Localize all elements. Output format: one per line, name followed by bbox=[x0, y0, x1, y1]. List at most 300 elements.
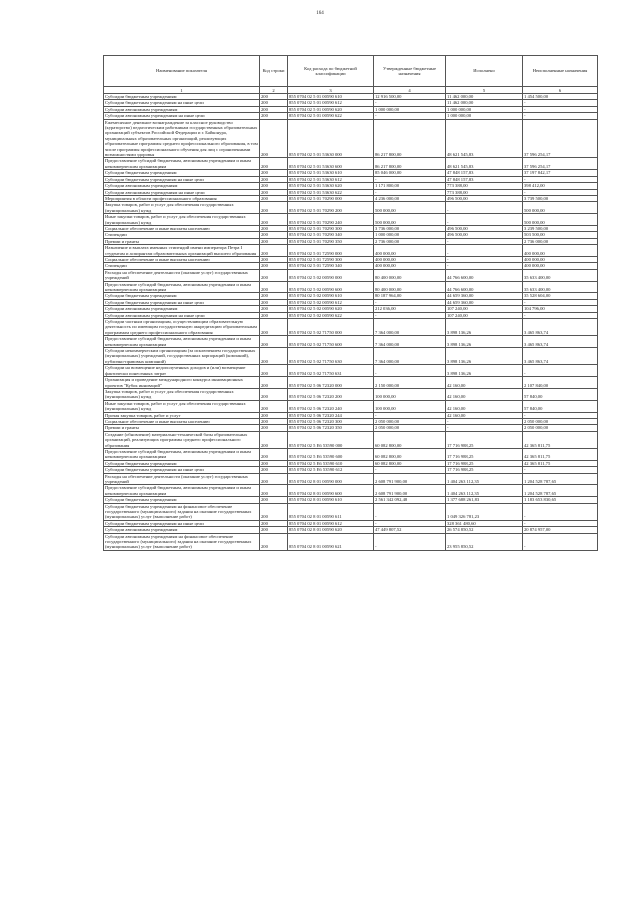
table-row bbox=[104, 319, 598, 336]
table-body bbox=[104, 87, 598, 551]
cell-unexecuted: 37 596 254,17 bbox=[523, 119, 598, 158]
cell-approved: - bbox=[374, 312, 446, 318]
cell-classification-code: 855 0704 02 5 06 72320 244 bbox=[288, 412, 374, 418]
cell-executed: - bbox=[446, 418, 523, 424]
table-row bbox=[104, 485, 598, 497]
cell-executed: 3 898 136,26 bbox=[446, 365, 523, 377]
table-row bbox=[104, 388, 598, 400]
cell-indicator-name: Иные закупки товаров, работ и услуг для обеспечения государственных (муниципальных) нужд bbox=[104, 214, 260, 226]
cell-executed: 3 898 136,26 bbox=[446, 336, 523, 348]
cell-line-code: 200 bbox=[260, 245, 288, 257]
cell-classification-code: 855 0704 02 5 01 70290 200 bbox=[288, 202, 374, 214]
cell-unexecuted: 1 454 500,00 bbox=[523, 94, 598, 100]
cell-line-code: 200 bbox=[260, 189, 288, 195]
cell-approved: 1 000 000,00 bbox=[374, 232, 446, 238]
cell-classification-code: 855 0704 02 5 01 72590 000 bbox=[288, 245, 374, 257]
cell-classification-code: 855 0704 02 5 01 70290 300 bbox=[288, 225, 374, 231]
cell-classification-code: 855 0704 02 5 02 00590 000 bbox=[288, 269, 374, 281]
table-row bbox=[104, 348, 598, 365]
cell-indicator-name: Премии и гранты bbox=[104, 238, 260, 244]
cell-executed: 3 898 136,26 bbox=[446, 348, 523, 365]
cell-classification-code: 855 0704 02 5 02 71750 600 bbox=[288, 336, 374, 348]
cell-classification-code: 855 0704 02 5 01 53630 612 bbox=[288, 176, 374, 182]
table-row bbox=[104, 269, 598, 281]
cell-unexecuted: - bbox=[523, 312, 598, 318]
cell-line-code: 200 bbox=[260, 94, 288, 100]
cell-approved: 60 082 800,00 bbox=[374, 448, 446, 460]
cell-unexecuted: - bbox=[523, 503, 598, 520]
cell-executed: 48 621 545,83 bbox=[446, 119, 523, 158]
budget-execution-table bbox=[103, 55, 598, 551]
cell-executed: 496 500,00 bbox=[446, 225, 523, 231]
cell-classification-code: 855 0704 02 5 02 00590 600 bbox=[288, 281, 374, 293]
cell-executed: 42 160,00 bbox=[446, 400, 523, 412]
cell-approved: 7 364 000,00 bbox=[374, 336, 446, 348]
cell-unexecuted: 57 840,00 bbox=[523, 400, 598, 412]
cell-approved: 500 000,00 bbox=[374, 202, 446, 214]
cell-line-code: 200 bbox=[260, 425, 288, 431]
cell-line-code: 200 bbox=[260, 263, 288, 269]
cell-indicator-name: Социальное обеспечение и иные выплаты населению bbox=[104, 418, 260, 424]
cell-unexecuted: 3 465 863,74 bbox=[523, 336, 598, 348]
cell-executed: 44 659 360,00 bbox=[446, 299, 523, 305]
cell-indicator-name: Социальное обеспечение и иные выплаты населению bbox=[104, 225, 260, 231]
cell-classification-code: 855 0704 02 5 02 00590 622 bbox=[288, 312, 374, 318]
cell-indicator-name: Субсидии частным организациям, осуществляющим образовательную деятельность по имеющим государственную аккредитацию образовательным программам среднего профессионального образования bbox=[104, 319, 260, 336]
column-number: 3 bbox=[288, 87, 374, 94]
cell-approved: 400 000,00 bbox=[374, 245, 446, 257]
cell-unexecuted: 1 183 653 830,65 bbox=[523, 497, 598, 503]
cell-unexecuted: 500 000,00 bbox=[523, 214, 598, 226]
cell-approved: 212 036,00 bbox=[374, 306, 446, 312]
cell-approved: 2 736 000,00 bbox=[374, 238, 446, 244]
cell-approved: 86 217 800,00 bbox=[374, 119, 446, 158]
cell-line-code: 200 bbox=[260, 377, 288, 389]
cell-unexecuted: - bbox=[523, 106, 598, 112]
cell-unexecuted: 104 796,00 bbox=[523, 306, 598, 312]
cell-line-code: 200 bbox=[260, 473, 288, 485]
cell-unexecuted: 1 204 528 787,65 bbox=[523, 485, 598, 497]
cell-unexecuted: 2 050 000,00 bbox=[523, 425, 598, 431]
cell-line-code: 200 bbox=[260, 418, 288, 424]
cell-approved: 400 000,00 bbox=[374, 256, 446, 262]
cell-indicator-name: Субсидии бюджетным учреждениям на иные цели bbox=[104, 467, 260, 473]
cell-approved: 2 150 000,00 bbox=[374, 377, 446, 389]
cell-indicator-name: Субсидии автономным учреждениям bbox=[104, 527, 260, 533]
cell-classification-code: 855 0704 02 5 E6 53590 600 bbox=[288, 448, 374, 460]
cell-classification-code: 855 0704 02 5 02 71750 000 bbox=[288, 319, 374, 336]
cell-line-code: 200 bbox=[260, 281, 288, 293]
cell-approved: 60 082 800,00 bbox=[374, 431, 446, 448]
cell-unexecuted: 400 000,00 bbox=[523, 256, 598, 262]
cell-executed: 107 240,00 bbox=[446, 312, 523, 318]
cell-indicator-name: Субсидии бюджетным учреждениям на иные цели bbox=[104, 299, 260, 305]
table-row bbox=[104, 281, 598, 293]
cell-line-code: 200 bbox=[260, 256, 288, 262]
cell-indicator-name: Предоставление субсидий бюджетным, автономным учреждениям и иным некоммерческим организациям bbox=[104, 448, 260, 460]
cell-indicator-name: Субсидии бюджетным учреждениям bbox=[104, 293, 260, 299]
cell-indicator-name: Субсидии бюджетным учреждениям bbox=[104, 170, 260, 176]
cell-indicator-name: Субсидии бюджетным учреждениям на иные цели bbox=[104, 520, 260, 526]
cell-indicator-name: Расходы на обеспечение деятельности (оказание услуг) государственных учреждений bbox=[104, 473, 260, 485]
cell-classification-code: 855 0704 02 5 02 00590 612 bbox=[288, 299, 374, 305]
cell-unexecuted: 2 107 840,00 bbox=[523, 377, 598, 389]
cell-executed: - bbox=[446, 245, 523, 257]
cell-executed: 1 000 000,00 bbox=[446, 106, 523, 112]
cell-line-code: 200 bbox=[260, 183, 288, 189]
cell-executed: 773 388,00 bbox=[446, 189, 523, 195]
cell-line-code: 200 bbox=[260, 106, 288, 112]
cell-approved: - bbox=[374, 467, 446, 473]
cell-approved: - bbox=[374, 100, 446, 106]
cell-line-code: 200 bbox=[260, 448, 288, 460]
cell-indicator-name: Субсидии бюджетным учреждениям на финансовое обеспечение государственного (муниципального) задания на оказание государственных (муниципальных) услуг (выполнение работ) bbox=[104, 503, 260, 520]
cell-indicator-name: Субсидии бюджетным учреждениям bbox=[104, 94, 260, 100]
cell-approved: - bbox=[374, 113, 446, 119]
cell-unexecuted: 37 197 842,17 bbox=[523, 170, 598, 176]
cell-indicator-name: Иные закупки товаров, работ и услуг для обеспечения государственных (муниципальных) нужд bbox=[104, 400, 260, 412]
cell-classification-code: 855 0704 02 5 02 00590 610 bbox=[288, 293, 374, 299]
cell-line-code: 200 bbox=[260, 431, 288, 448]
cell-approved: - bbox=[374, 412, 446, 418]
cell-executed: 11 462 000,00 bbox=[446, 100, 523, 106]
cell-indicator-name: Предоставление субсидий бюджетным, автономным учреждениям и иным некоммерческим организациям bbox=[104, 485, 260, 497]
cell-classification-code: 855 0704 02 5 01 70290 350 bbox=[288, 238, 374, 244]
table-row bbox=[104, 473, 598, 485]
cell-indicator-name: Закупка товаров, работ и услуг для обеспечения государственных (муниципальных) нужд bbox=[104, 202, 260, 214]
cell-executed: 496 500,00 bbox=[446, 195, 523, 201]
cell-line-code: 200 bbox=[260, 119, 288, 158]
header-indicator-name: Наименование показателя bbox=[104, 56, 260, 87]
table-row bbox=[104, 448, 598, 460]
cell-indicator-name: Субсидии на возмещение недополученных доходов и (или) возмещение фактически понесенных затрат bbox=[104, 365, 260, 377]
cell-line-code: 200 bbox=[260, 365, 288, 377]
cell-approved: 86 217 800,00 bbox=[374, 158, 446, 170]
table-row bbox=[104, 336, 598, 348]
cell-unexecuted: 42 365 811,75 bbox=[523, 460, 598, 466]
cell-line-code: 200 bbox=[260, 202, 288, 214]
cell-approved: - bbox=[374, 533, 446, 550]
cell-line-code: 200 bbox=[260, 293, 288, 299]
column-number: 5 bbox=[446, 87, 523, 94]
cell-approved: 80 400 000,00 bbox=[374, 269, 446, 281]
cell-indicator-name: Мероприятия в области профессионального образования bbox=[104, 195, 260, 201]
cell-indicator-name: Социальное обеспечение и иные выплаты населению bbox=[104, 256, 260, 262]
cell-unexecuted: 35 633 400,00 bbox=[523, 269, 598, 281]
table-row bbox=[104, 377, 598, 389]
cell-executed: - bbox=[446, 214, 523, 226]
cell-unexecuted: 503 500,00 bbox=[523, 232, 598, 238]
cell-classification-code: 855 0704 02 5 02 71750 630 bbox=[288, 348, 374, 365]
cell-indicator-name: Стипендии bbox=[104, 232, 260, 238]
cell-unexecuted: - bbox=[523, 299, 598, 305]
cell-executed: 44 766 600,00 bbox=[446, 281, 523, 293]
cell-unexecuted: - bbox=[523, 113, 598, 119]
cell-executed: - bbox=[446, 202, 523, 214]
cell-executed: 23 955 850,52 bbox=[446, 533, 523, 550]
cell-executed: 17 716 988,25 bbox=[446, 431, 523, 448]
cell-approved: 80 187 964,00 bbox=[374, 293, 446, 299]
cell-indicator-name: Предоставление субсидий бюджетным, автономным учреждениям и иным некоммерческим организациям bbox=[104, 158, 260, 170]
header-line-code: Код строки bbox=[260, 56, 288, 87]
cell-executed: - bbox=[446, 238, 523, 244]
cell-indicator-name: Субсидии автономным учреждениям на иные цели bbox=[104, 312, 260, 318]
cell-classification-code: 855 0704 02 5 01 53630 610 bbox=[288, 170, 374, 176]
cell-line-code: 200 bbox=[260, 100, 288, 106]
cell-unexecuted: 35 528 604,00 bbox=[523, 293, 598, 299]
cell-line-code: 200 bbox=[260, 225, 288, 231]
cell-executed: 496 500,00 bbox=[446, 232, 523, 238]
cell-indicator-name: Субсидии бюджетным учреждениям bbox=[104, 460, 260, 466]
cell-classification-code: 855 0704 02 5 02 00590 620 bbox=[288, 306, 374, 312]
table-row bbox=[104, 365, 598, 377]
cell-line-code: 200 bbox=[260, 520, 288, 526]
cell-unexecuted: 500 000,00 bbox=[523, 202, 598, 214]
cell-line-code: 200 bbox=[260, 176, 288, 182]
cell-unexecuted: - bbox=[523, 467, 598, 473]
cell-line-code: 200 bbox=[260, 503, 288, 520]
cell-classification-code: 855 0704 02 5 02 71750 631 bbox=[288, 365, 374, 377]
cell-line-code: 200 bbox=[260, 319, 288, 336]
table-row bbox=[104, 119, 598, 158]
cell-unexecuted: 3 239 500,00 bbox=[523, 225, 598, 231]
cell-line-code: 200 bbox=[260, 527, 288, 533]
cell-indicator-name: Ежемесячное денежное вознаграждение за классное руководство (кураторство) педагогическим работникам государственных образовательных организаций субъектов Российской Федерации и г. Байконура, муниципальных образовательных организаций, реализующих образовательные программы среднего профессионального образования, в том числе программы профессионального обучения для лиц с ограниченными возможностями здоровья bbox=[105, 119, 258, 158]
cell-indicator-name: Субсидии автономным учреждениям на финансовое обеспечение государственного (муниципального) задания на оказание государственных (муниципальных) услуг (выполнение работ) bbox=[104, 533, 260, 550]
cell-executed: 3 898 136,26 bbox=[446, 319, 523, 336]
cell-approved: - bbox=[374, 189, 446, 195]
cell-classification-code: 855 0704 02 5 01 72590 300 bbox=[288, 256, 374, 262]
cell-indicator-name: Предоставление субсидий бюджетным, автономным учреждениям и иным некоммерческим организациям bbox=[104, 281, 260, 293]
cell-executed: 1 404 263 112,35 bbox=[446, 473, 523, 485]
cell-line-code: 200 bbox=[260, 306, 288, 312]
cell-unexecuted: - bbox=[523, 100, 598, 106]
cell-executed: - bbox=[446, 256, 523, 262]
cell-approved: - bbox=[374, 299, 446, 305]
cell-line-code: 200 bbox=[260, 170, 288, 176]
cell-classification-code: 855 0704 02 5 01 00590 622 bbox=[288, 113, 374, 119]
cell-indicator-name: Назначение и выплата именных стипендий имени императора Петра I студентам и аспирантам образовательных организаций высшего образования bbox=[104, 245, 260, 257]
cell-classification-code: 855 0704 02 5 01 72590 340 bbox=[288, 263, 374, 269]
cell-line-code: 200 bbox=[260, 497, 288, 503]
cell-executed: 11 462 000,00 bbox=[446, 94, 523, 100]
cell-executed: - bbox=[446, 425, 523, 431]
cell-approved: 7 364 000,00 bbox=[374, 348, 446, 365]
cell-approved: 100 000,00 bbox=[374, 388, 446, 400]
cell-line-code: 200 bbox=[260, 195, 288, 201]
cell-executed: 44 659 360,00 bbox=[446, 293, 523, 299]
cell-classification-code: 855 0704 02 5 01 53630 000 bbox=[288, 119, 374, 158]
cell-line-code: 200 bbox=[260, 214, 288, 226]
cell-line-code: 200 bbox=[260, 460, 288, 466]
cell-classification-code: 855 0704 02 5 01 70290 000 bbox=[288, 195, 374, 201]
cell-unexecuted: 2 050 000,00 bbox=[523, 418, 598, 424]
cell-executed: 17 716 988,25 bbox=[446, 460, 523, 466]
cell-approved: 100 000,00 bbox=[374, 400, 446, 412]
cell-indicator-name: Создание (обновление) материально-технической базы образовательных организаций, реализующих программы среднего профессионального образования bbox=[104, 431, 260, 448]
cell-approved: 7 364 000,00 bbox=[374, 319, 446, 336]
cell-executed: - bbox=[446, 263, 523, 269]
column-number: 1 bbox=[104, 87, 260, 94]
cell-indicator-name: Субсидии автономным учреждениям bbox=[104, 183, 260, 189]
cell-indicator-name: Субсидии некоммерческим организациям (за исключением государственных (муниципальных) учреждений, государственных корпораций (компаний), публично-правовых компаний) bbox=[104, 348, 260, 365]
cell-unexecuted: 2 736 000,00 bbox=[523, 238, 598, 244]
cell-unexecuted: - bbox=[523, 412, 598, 418]
cell-line-code: 200 bbox=[260, 348, 288, 365]
cell-unexecuted: - bbox=[523, 176, 598, 182]
table-row bbox=[104, 214, 598, 226]
cell-unexecuted: 3 465 863,74 bbox=[523, 319, 598, 336]
cell-unexecuted: - bbox=[523, 533, 598, 550]
table-row bbox=[104, 158, 598, 170]
header-approved-budget: Утвержденные бюджетные назначения bbox=[374, 56, 446, 87]
cell-classification-code: 855 0704 02 8 01 00590 611 bbox=[288, 503, 374, 520]
cell-unexecuted: 37 596 254,17 bbox=[523, 158, 598, 170]
cell-line-code: 200 bbox=[260, 388, 288, 400]
cell-approved: 2 050 000,00 bbox=[374, 425, 446, 431]
cell-unexecuted: 400 000,00 bbox=[523, 263, 598, 269]
cell-unexecuted: - bbox=[523, 520, 598, 526]
table-row bbox=[104, 431, 598, 448]
cell-executed: 44 766 600,00 bbox=[446, 269, 523, 281]
cell-approved: 1 000 000,00 bbox=[374, 106, 446, 112]
header-unexecuted: Неисполненные назначения bbox=[523, 56, 598, 87]
cell-executed: 1 404 263 112,35 bbox=[446, 485, 523, 497]
cell-line-code: 200 bbox=[260, 113, 288, 119]
cell-classification-code: 855 0704 02 8 01 00590 000 bbox=[288, 473, 374, 485]
cell-line-code: 200 bbox=[260, 485, 288, 497]
cell-executed: 1 049 326 781,23 bbox=[446, 503, 523, 520]
cell-indicator-name: Прочая закупка товаров, работ и услуг bbox=[104, 412, 260, 418]
cell-executed: 17 716 988,25 bbox=[446, 448, 523, 460]
column-number: 6 bbox=[523, 87, 598, 94]
cell-line-code: 200 bbox=[260, 312, 288, 318]
cell-approved: - bbox=[374, 503, 446, 520]
cell-approved: 3 736 000,00 bbox=[374, 225, 446, 231]
cell-approved: 12 916 500,00 bbox=[374, 94, 446, 100]
cell-approved: 500 000,00 bbox=[374, 214, 446, 226]
cell-approved: 400 000,00 bbox=[374, 263, 446, 269]
cell-unexecuted: 20 874 957,00 bbox=[523, 527, 598, 533]
cell-unexecuted: 57 840,00 bbox=[523, 388, 598, 400]
cell-indicator-name: Субсидии автономным учреждениям bbox=[104, 306, 260, 312]
cell-line-code: 200 bbox=[260, 299, 288, 305]
cell-classification-code: 855 0704 02 5 01 70290 340 bbox=[288, 232, 374, 238]
cell-classification-code: 855 0704 02 5 E6 53590 000 bbox=[288, 431, 374, 448]
cell-approved: 60 082 800,00 bbox=[374, 460, 446, 466]
cell-classification-code: 855 0704 02 8 01 00590 600 bbox=[288, 485, 374, 497]
cell-executed: 42 160,00 bbox=[446, 388, 523, 400]
cell-unexecuted: 42 365 811,75 bbox=[523, 448, 598, 460]
cell-unexecuted: 42 365 811,75 bbox=[523, 431, 598, 448]
table-row bbox=[104, 202, 598, 214]
column-number-row bbox=[104, 87, 598, 94]
cell-indicator-name: Субсидии бюджетным учреждениям bbox=[104, 497, 260, 503]
cell-classification-code: 855 0704 02 5 06 72320 300 bbox=[288, 418, 374, 424]
cell-indicator-name: Субсидии автономным учреждениям на иные цели bbox=[104, 113, 260, 119]
cell-unexecuted: 400 000,00 bbox=[523, 245, 598, 257]
cell-executed: 47 848 157,83 bbox=[446, 176, 523, 182]
cell-line-code: 200 bbox=[260, 467, 288, 473]
cell-classification-code: 855 0704 02 8 01 00590 621 bbox=[288, 533, 374, 550]
cell-approved: 2 608 791 900,00 bbox=[374, 485, 446, 497]
cell-indicator-name: Субсидии автономным учреждениям bbox=[104, 106, 260, 112]
cell-classification-code: 855 0704 02 8 01 00590 620 bbox=[288, 527, 374, 533]
cell-executed: 47 848 157,83 bbox=[446, 170, 523, 176]
cell-indicator-name: Субсидии бюджетным учреждениям на иные цели bbox=[104, 176, 260, 182]
cell-executed: 1 377 688 261,83 bbox=[446, 497, 523, 503]
cell-approved: - bbox=[374, 520, 446, 526]
cell-indicator-name: Предоставление субсидий бюджетным, автономным учреждениям и иным некоммерческим организациям bbox=[104, 336, 260, 348]
cell-line-code: 200 bbox=[260, 269, 288, 281]
cell-indicator-name: Премии и гранты bbox=[104, 425, 260, 431]
cell-approved: - bbox=[374, 176, 446, 182]
cell-executed: 328 361 480,60 bbox=[446, 520, 523, 526]
column-number: 4 bbox=[374, 87, 446, 94]
cell-line-code: 200 bbox=[260, 238, 288, 244]
cell-unexecuted: - bbox=[523, 189, 598, 195]
cell-approved: 1 171 800,00 bbox=[374, 183, 446, 189]
cell-classification-code: 855 0704 02 8 01 00590 610 bbox=[288, 497, 374, 503]
cell-approved: 2 608 791 900,00 bbox=[374, 473, 446, 485]
table-row bbox=[104, 245, 598, 257]
cell-executed: 48 621 545,83 bbox=[446, 158, 523, 170]
column-number: 2 bbox=[260, 87, 288, 94]
cell-classification-code: 855 0704 02 5 E6 53590 610 bbox=[288, 460, 374, 466]
cell-executed: 42 160,00 bbox=[446, 412, 523, 418]
cell-classification-code: 855 0704 02 5 01 53630 622 bbox=[288, 189, 374, 195]
header-executed: Исполнено bbox=[446, 56, 523, 87]
cell-executed: 17 716 988,25 bbox=[446, 467, 523, 473]
cell-unexecuted: 1 204 528 787,65 bbox=[523, 473, 598, 485]
cell-classification-code: 855 0704 02 5 01 00590 620 bbox=[288, 106, 374, 112]
cell-unexecuted: 398 412,00 bbox=[523, 183, 598, 189]
page-number: 164 bbox=[316, 11, 324, 16]
cell-classification-code: 855 0704 02 5 01 00590 612 bbox=[288, 100, 374, 106]
cell-unexecuted: 35 633 400,00 bbox=[523, 281, 598, 293]
cell-approved: 85 046 000,00 bbox=[374, 170, 446, 176]
cell-approved: 2 561 342 092,48 bbox=[374, 497, 446, 503]
cell-unexecuted: 3 465 863,74 bbox=[523, 348, 598, 365]
cell-line-code: 200 bbox=[260, 158, 288, 170]
cell-indicator-name: Стипендии bbox=[104, 263, 260, 269]
cell-approved: - bbox=[374, 365, 446, 377]
cell-executed: 773 388,00 bbox=[446, 183, 523, 189]
cell-indicator-name: Субсидии автономным учреждениям на иные цели bbox=[104, 189, 260, 195]
cell-unexecuted: 3 739 500,00 bbox=[523, 195, 598, 201]
cell-classification-code: 855 0704 02 5 06 72320 350 bbox=[288, 425, 374, 431]
cell-approved: 80 400 000,00 bbox=[374, 281, 446, 293]
cell-classification-code: 855 0704 02 8 01 00590 612 bbox=[288, 520, 374, 526]
cell-indicator-name: Расходы на обеспечение деятельности (оказание услуг) государственных учреждений bbox=[104, 269, 260, 281]
table-header-row bbox=[104, 56, 598, 87]
cell-classification-code: 855 0704 02 5 E6 53590 612 bbox=[288, 467, 374, 473]
cell-approved: 2 050 000,00 bbox=[374, 418, 446, 424]
cell-line-code: 200 bbox=[260, 400, 288, 412]
cell-classification-code: 855 0704 02 5 06 72320 000 bbox=[288, 377, 374, 389]
cell-executed: 107 240,00 bbox=[446, 306, 523, 312]
cell-line-code: 200 bbox=[260, 232, 288, 238]
cell-classification-code: 855 0704 02 5 01 00590 610 bbox=[288, 94, 374, 100]
cell-executed: 26 574 850,52 bbox=[446, 527, 523, 533]
cell-classification-code: 855 0704 02 5 01 53630 600 bbox=[288, 158, 374, 170]
cell-classification-code: 855 0704 02 5 01 53630 620 bbox=[288, 183, 374, 189]
table-row bbox=[104, 503, 598, 520]
cell-indicator-name: Закупка товаров, работ и услуг для обеспечения государственных (муниципальных) нужд bbox=[104, 388, 260, 400]
cell-classification-code: 855 0704 02 5 06 72320 200 bbox=[288, 388, 374, 400]
table-row bbox=[104, 400, 598, 412]
table-row bbox=[104, 533, 598, 550]
